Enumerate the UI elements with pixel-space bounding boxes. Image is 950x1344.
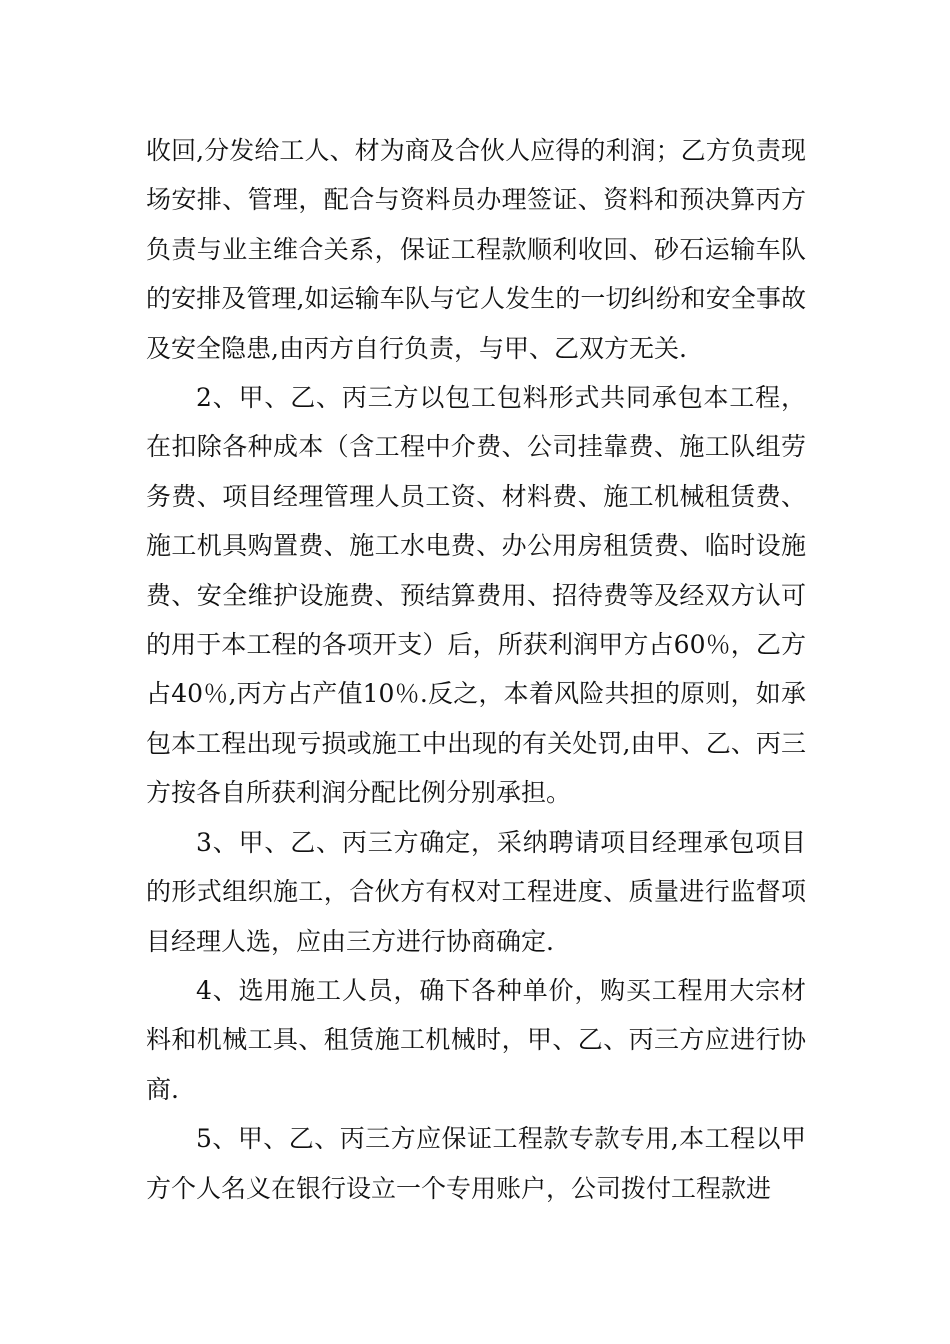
paragraph-clause-3: 3、甲、乙、丙三方确定，采纳聘请项目经理承包项目的形式组织施工，合伙方有权对工程进度、质量进行监督项目经理人选，应由三方进行协商确定. <box>146 827 806 956</box>
paragraph-continuation: 收回,分发给工人、材为商及合伙人应得的利润；乙方负责现场安排、管理，配合与资料员办理签证、资料和预决算丙方负责与业主维合关系，保证工程款顺利收回、砂石运输车队的安排及管理,如运输车队与它人发生的一切纠纷和安全事故及安全隐患,由丙方自行负责，与甲、乙双方无关. <box>146 136 806 363</box>
document-body <box>146 126 806 1213</box>
paragraph-clause-4: 4、选用施工人员，确下各种单价，购买工程用大宗材料和机械工具、租赁施工机械时，甲、乙、丙三方应进行协商. <box>146 975 806 1104</box>
paragraph-clause-5: 5、甲、乙、丙三方应保证工程款专款专用,本工程以甲方个人名义在银行设立一个专用账户，公司拨付工程款进 <box>146 1124 806 1203</box>
paragraph-clause-2: 2、甲、乙、丙三方以包工包料形式共同承包本工程，在扣除各种成本（含工程中介费、公司挂靠费、施工队组劳务费、项目经理管理人员工资、材料费、施工机械租赁费、施工机具购置费、施工水电费、办公用房租赁费、临时设施费、安全维护设施费、预结算费用、招待费等及经双方认可的用于本工程的各项开支）后，所获利润甲方占60％，乙方占40％,丙方占产值10％.反之，本着风险共担的原则，如承包本工程出现亏损或施工中出现的有关处罚,由甲、乙、丙三方按各自所获利润分配比例分别承担。 <box>146 383 806 808</box>
